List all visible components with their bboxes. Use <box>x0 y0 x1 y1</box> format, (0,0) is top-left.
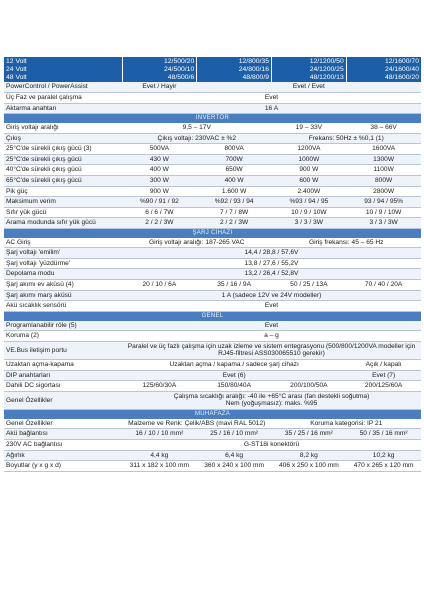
row-label: Giriş voltajı aralığı <box>4 123 122 133</box>
cell-value: 650W <box>197 165 272 176</box>
row-label: 40°C'de sürekli çıkış gücü <box>4 165 122 176</box>
spec-row <box>4 93 421 104</box>
cell-value: 1.600 W <box>197 186 272 197</box>
row-label: Üç Faz ve paralel çalışma <box>4 93 122 104</box>
cell-value: 25 / 16 / 10 mm² <box>197 429 272 440</box>
cell-value: Malzeme ve Renk: Çelik/ABS (mavi RAL 5012) <box>122 419 272 429</box>
cell-value: 400 W <box>122 165 197 176</box>
model-name: 12/1200/50 <box>309 58 344 65</box>
section-header-enclosure <box>4 409 421 418</box>
section-title: MUHAFAZA <box>4 409 421 418</box>
section-header-general <box>4 311 421 320</box>
cell-value: 50 / 35 / 16 mm² <box>346 429 421 440</box>
cell-value: 13,8 / 27,6 / 55,2V <box>122 258 421 269</box>
section-title: INVERTÖR <box>4 114 421 123</box>
row-label: Akü bağlantısı <box>4 429 122 440</box>
cell-value: 70 / 40 / 20A <box>346 280 421 291</box>
cell-value: 300 W <box>122 175 197 186</box>
model-name: 24/1600/40 <box>384 65 419 73</box>
spec-row <box>4 175 421 186</box>
cell-value: 900 W <box>122 186 197 197</box>
row-label: Pik güç <box>4 186 122 197</box>
cell-value: 500VA <box>122 144 197 155</box>
cell-value <box>122 391 421 409</box>
cell-value: Çıkış voltajı: 230VAC ± %2 <box>122 133 272 144</box>
model-name: 12/1600/70 <box>384 58 419 65</box>
spec-row <box>4 197 421 208</box>
cell-value: 8,2 kg <box>272 450 347 461</box>
cell-value: Evet / Evet <box>197 82 421 92</box>
spec-row <box>4 154 421 165</box>
cell-value: 200/125/60A <box>346 381 421 392</box>
spec-row <box>4 439 421 450</box>
spec-row <box>4 391 421 409</box>
spec-row <box>4 186 421 197</box>
cell-value: Giriş voltajı aralığı: 187-265 VAC <box>122 238 272 248</box>
cell-value: 13,2 / 26,4 / 52,8V <box>122 269 421 280</box>
cell-value: Frekans: 50Hz ± %0,1 (1) <box>272 133 422 144</box>
cell-value: 200/100/50A <box>272 381 347 392</box>
cell-value: 430 W <box>122 154 197 165</box>
section-header-charger <box>4 228 421 237</box>
spec-row <box>4 269 421 280</box>
spec-sheet <box>4 57 421 472</box>
cell-value: 93 / 94 / 95% <box>346 197 421 208</box>
cell-value: 1300W <box>346 154 421 165</box>
model-column <box>122 57 197 82</box>
cell-value: 6 / 6 / 7W <box>122 207 197 218</box>
cell-value: Evet <box>122 301 421 312</box>
model-name: 48/500/6 <box>167 73 195 81</box>
cell-value: 800VA <box>197 144 272 155</box>
cell-value: 6,4 kg <box>197 450 272 461</box>
row-label: Uzaktan açma-kapama <box>4 359 122 370</box>
model-column <box>272 57 347 82</box>
row-label: Programlanabilir röle (5) <box>4 321 122 331</box>
cell-value: Giriş frekansı: 45 – 65 Hz <box>272 238 422 248</box>
cell-value: G-ST18i konektörü <box>122 439 421 450</box>
cell-value: 2800W <box>346 186 421 197</box>
cell-value: 1000W <box>272 154 347 165</box>
row-label: Maksimum verim <box>4 197 122 208</box>
row-label: Genel Özellikler <box>4 419 122 429</box>
cell-value: 1200VA <box>272 144 347 155</box>
cell-value: 800W <box>346 175 421 186</box>
row-label: Depolama modu <box>4 269 122 280</box>
spec-row <box>4 82 421 92</box>
cell-value: 10,2 kg <box>346 450 421 461</box>
cell-value: Evet <box>122 93 421 104</box>
cell-value: 406 x 250 x 100 mm <box>272 461 347 472</box>
cell-value: Koruma kategorisi: IP 21 <box>272 419 422 429</box>
model-name: 12/500/20 <box>164 58 195 65</box>
row-label: PowerControl / PowerAssist <box>4 82 122 92</box>
cell-value: Evet <box>122 321 421 331</box>
cell-value: 9,5 – 17V <box>122 123 272 133</box>
spec-row <box>4 381 421 392</box>
spec-table <box>4 57 421 472</box>
model-name: 12/800/35 <box>238 58 269 65</box>
cell-value: a – g <box>122 331 421 342</box>
spec-row <box>4 248 421 259</box>
spec-row <box>4 133 421 144</box>
cell-value: 35 / 16 / 9A <box>197 280 272 291</box>
spec-row <box>4 123 421 133</box>
cell-value: Uzaktan açma / kapama / sadece şarj cihazı <box>122 359 346 370</box>
model-name: 48/1200/13 <box>309 73 344 81</box>
row-label: Sıfır yük gücü <box>4 207 122 218</box>
cell-value: %90 / 91 / 92 <box>122 197 197 208</box>
spec-row <box>4 280 421 291</box>
voltage-label: 12 Volt <box>6 58 27 65</box>
cell-value: Paralel ve üç fazlı çalışma için uzak izleme ve sistem entegrasyonu (500/800/1200VA modeller için RJ45-filtresi ASS030065510 gerekir) <box>122 341 421 359</box>
row-label: 25°C'de sürekli çıkış gücü <box>4 154 122 165</box>
spec-row <box>4 321 421 331</box>
model-name: 48/800/9 <box>242 73 269 81</box>
cell-value: 3 / 3 / 3W <box>272 218 347 229</box>
row-label: Çıkış <box>4 133 122 144</box>
row-label: 65°C'de sürekli çıkış gücü <box>4 175 122 186</box>
section-header-inverter <box>4 114 421 123</box>
row-label: Arama modunda sıfır yük gücü <box>4 218 122 229</box>
spec-row <box>4 103 421 114</box>
cell-value: 1600VA <box>346 144 421 155</box>
cell-value: 360 x 240 x 100 mm <box>197 461 272 472</box>
row-label: Dahili DC sigortası <box>4 381 122 392</box>
cell-value: 50 / 25 / 13A <box>272 280 347 291</box>
voltage-label: 48 Volt <box>6 73 27 81</box>
row-label: Aktarma anahtarı <box>4 103 122 114</box>
row-label: Şarj akımı marş aküsü <box>4 290 122 301</box>
spec-row <box>4 461 421 472</box>
cell-line: Çalışma sıcaklığı aralığı: -40 ile +65°C arası (fan destekli soğutma) <box>173 392 370 400</box>
spec-row <box>4 359 421 370</box>
cell-value: 19 – 33V <box>272 123 347 133</box>
section-title: GENEL <box>4 311 421 320</box>
cell-value: 14,4 / 28,8 / 57,6V <box>122 248 421 259</box>
row-label: Şarj voltajı 'yüzdürme' <box>4 258 122 269</box>
spec-row <box>4 207 421 218</box>
cell-value: 125/60/30A <box>122 381 197 392</box>
cell-value: 150/80/40A <box>197 381 272 392</box>
cell-value: 3 / 3 / 3W <box>346 218 421 229</box>
model-name: 24/800/16 <box>238 65 269 73</box>
cell-value: %92 / 93 / 94 <box>197 197 272 208</box>
cell-line: Nem (yoğuşmasız): maks. %95 <box>225 400 318 408</box>
cell-value: 470 x 265 x 120 mm <box>346 461 421 472</box>
cell-value: %93 / 94 / 95 <box>272 197 347 208</box>
spec-row <box>4 341 421 359</box>
cell-value: 4,4 kg <box>122 450 197 461</box>
cell-value: 38 – 66V <box>346 123 421 133</box>
row-label: Şarj voltajı 'emilim' <box>4 248 122 259</box>
cell-value: 2.400W <box>272 186 347 197</box>
cell-value: 35 / 25 / 16 mm² <box>272 429 347 440</box>
cell-value: 600 W <box>272 175 347 186</box>
spec-row <box>4 450 421 461</box>
spec-row <box>4 218 421 229</box>
row-label: Koruma (2) <box>4 331 122 342</box>
spec-row <box>4 370 421 381</box>
cell-value: 400 W <box>197 175 272 186</box>
row-label: Ağırlık <box>4 450 122 461</box>
spec-row <box>4 419 421 429</box>
spec-row <box>4 238 421 248</box>
spec-row <box>4 290 421 301</box>
spec-row <box>4 429 421 440</box>
spec-row <box>4 331 421 342</box>
spec-row <box>4 144 421 155</box>
cell-value: 311 x 182 x 100 mm <box>122 461 197 472</box>
row-label: VE.Bus iletişim portu <box>4 341 122 359</box>
model-column <box>346 57 421 82</box>
cell-value: 2 / 2 / 3W <box>122 218 197 229</box>
row-label: Genel Özellikler <box>4 391 122 409</box>
row-label: 230V AC bağlantısı <box>4 439 122 450</box>
voltage-labels <box>4 57 122 82</box>
model-name: 48/1600/20 <box>384 73 419 81</box>
cell-value: 10 / 9 / 10W <box>346 207 421 218</box>
model-name: 24/500/10 <box>164 65 195 73</box>
cell-value: 20 / 10 / 6A <box>122 280 197 291</box>
cell-value: Evet / Hayir <box>122 82 197 92</box>
cell-value: Evet (7) <box>346 370 421 381</box>
cell-value: Açık / kapalı <box>346 359 421 370</box>
row-label: AC Giriş <box>4 238 122 248</box>
cell-value: 1 A (sadece 12V ve 24V modeller) <box>122 290 421 301</box>
model-column <box>197 57 272 82</box>
row-label: Akü sıcaklık sensörü <box>4 301 122 312</box>
cell-value: 1100W <box>346 165 421 176</box>
spec-row <box>4 301 421 312</box>
cell-value: 900 W <box>272 165 347 176</box>
spec-row <box>4 165 421 176</box>
cell-value: Evet (6) <box>122 370 346 381</box>
cell-value: 700W <box>197 154 272 165</box>
row-label: Şarj akımı ev aküsü (4) <box>4 280 122 291</box>
section-title: ŞARJ CİHAZI <box>4 228 421 237</box>
row-label: 25°C'de sürekli çıkış gücü (3) <box>4 144 122 155</box>
cell-value: 16 A <box>122 103 421 114</box>
voltage-label: 24 Volt <box>6 65 27 73</box>
cell-value: 10 / 9 / 10W <box>272 207 347 218</box>
cell-value: 2 / 2 / 3W <box>197 218 272 229</box>
model-name: 24/1200/25 <box>309 65 344 73</box>
row-label: DIP anahtarları <box>4 370 122 381</box>
header-row <box>4 57 421 82</box>
row-label: Boyutlar (y x g x d) <box>4 461 122 472</box>
cell-value: 7 / 7 / 8W <box>197 207 272 218</box>
cell-value: 16 / 10 / 10 mm² <box>122 429 197 440</box>
spec-row <box>4 258 421 269</box>
